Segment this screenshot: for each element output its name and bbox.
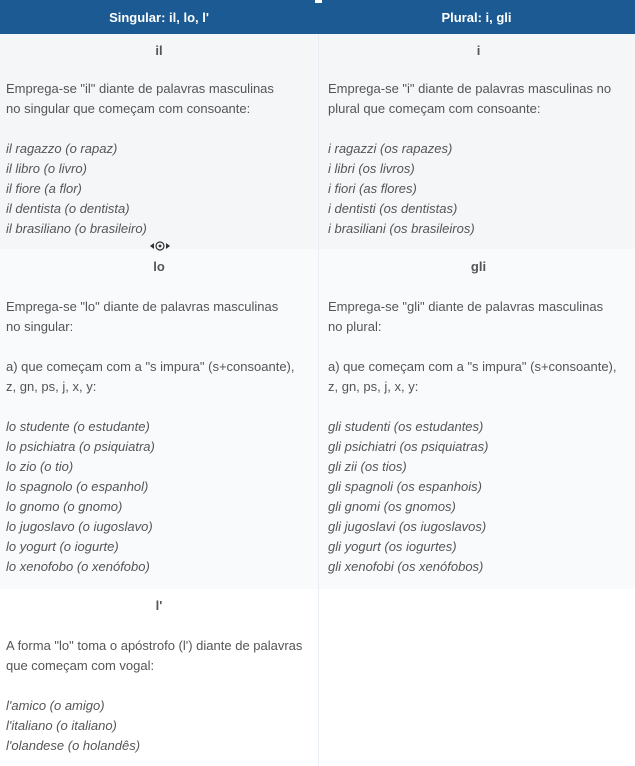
section-title-i: i xyxy=(476,43,481,58)
example-item: gli jugoslavi (os iugoslavos) xyxy=(328,519,487,534)
example-item: il brasiliano (o brasileiro) xyxy=(6,221,147,236)
examples-gli xyxy=(328,417,629,577)
cell-l-apostrophe xyxy=(0,589,318,766)
example-item: lo spagnolo (o espanhol) xyxy=(6,479,149,494)
cell-empty xyxy=(318,589,635,766)
cell-gli xyxy=(318,249,635,589)
section-text-lo: Emprega-se "lo" diante de palavras masculinas no singular: xyxy=(6,299,279,334)
examples-l-apostrophe xyxy=(6,696,312,756)
section-rule-lo: a) que começam com a "s impura" (s+consoante), z, gn, ps, j, x, y: xyxy=(6,359,295,394)
section-title-il: il xyxy=(155,43,163,58)
example-item: lo yogurt (o iogurte) xyxy=(6,539,119,554)
table-row xyxy=(0,589,635,766)
example-item: il dentista (o dentista) xyxy=(6,201,130,216)
move-cursor-icon xyxy=(149,240,171,252)
examples-il xyxy=(6,139,312,239)
example-item: il libro (o livro) xyxy=(6,161,87,176)
example-item: lo zio (o tio) xyxy=(6,459,74,474)
table-row xyxy=(0,34,635,249)
example-item: lo psichiatra (o psiquiatra) xyxy=(6,439,155,454)
header-singular: Singular: il, lo, l' xyxy=(109,9,209,25)
section-text-l-apostrophe: A forma "lo" toma o apóstrofo (l') diante de palavras que começam com vogal: xyxy=(6,638,303,673)
section-text-i: Emprega-se "i" diante de palavras masculinas no plural que começam com consoante: xyxy=(328,81,612,116)
cell-i xyxy=(318,34,635,249)
examples-lo xyxy=(6,417,312,577)
example-item: gli studenti (os estudantes) xyxy=(328,419,484,434)
example-item: l'italiano (o italiano) xyxy=(6,718,117,733)
example-item: gli psichiatri (os psiquiatras) xyxy=(328,439,489,454)
example-item: lo jugoslavo (o iugoslavo) xyxy=(6,519,153,534)
example-item: gli yogurt (os iogurtes) xyxy=(328,539,457,554)
section-title-lo: lo xyxy=(153,259,165,274)
example-item: l'olandese (o holandês) xyxy=(6,738,141,753)
section-title-l-apostrophe: l' xyxy=(155,598,163,613)
example-item: i fiori (as flores) xyxy=(328,181,417,196)
table-header xyxy=(0,0,635,34)
example-item: gli zii (os tios) xyxy=(328,459,407,474)
example-item: lo xenofobo (o xenófobo) xyxy=(6,559,150,574)
top-marker xyxy=(315,0,322,3)
cell-lo xyxy=(0,249,318,589)
example-item: gli spagnoli (os espanhois) xyxy=(328,479,482,494)
example-item: l'amico (o amigo) xyxy=(6,698,105,713)
example-item: il ragazzo (o rapaz) xyxy=(6,141,118,156)
example-item: gli xenofobi (os xenófobos) xyxy=(328,559,484,574)
examples-i xyxy=(328,139,629,239)
section-text-il: Emprega-se "il" diante de palavras masculinas no singular que começam com consoante: xyxy=(6,81,274,116)
section-text-gli: Emprega-se "gli" diante de palavras masculinas no plural: xyxy=(328,299,604,334)
example-item: gli gnomi (os gnomos) xyxy=(328,499,456,514)
section-rule-gli: a) que começam com a "s impura" (s+consoante), z, gn, ps, j, x, y: xyxy=(328,359,617,394)
table-row xyxy=(0,249,635,589)
example-item: il fiore (a flor) xyxy=(6,181,82,196)
example-item: i brasiliani (os brasileiros) xyxy=(328,221,475,236)
example-item: i libri (os livros) xyxy=(328,161,415,176)
header-plural: Plural: i, gli xyxy=(441,9,512,25)
example-item: i dentisti (os dentistas) xyxy=(328,201,458,216)
example-item: lo studente (o estudante) xyxy=(6,419,150,434)
cell-il xyxy=(0,34,318,249)
example-item: lo gnomo (o gnomo) xyxy=(6,499,123,514)
example-item: i ragazzi (os rapazes) xyxy=(328,141,453,156)
section-title-gli: gli xyxy=(470,259,487,274)
